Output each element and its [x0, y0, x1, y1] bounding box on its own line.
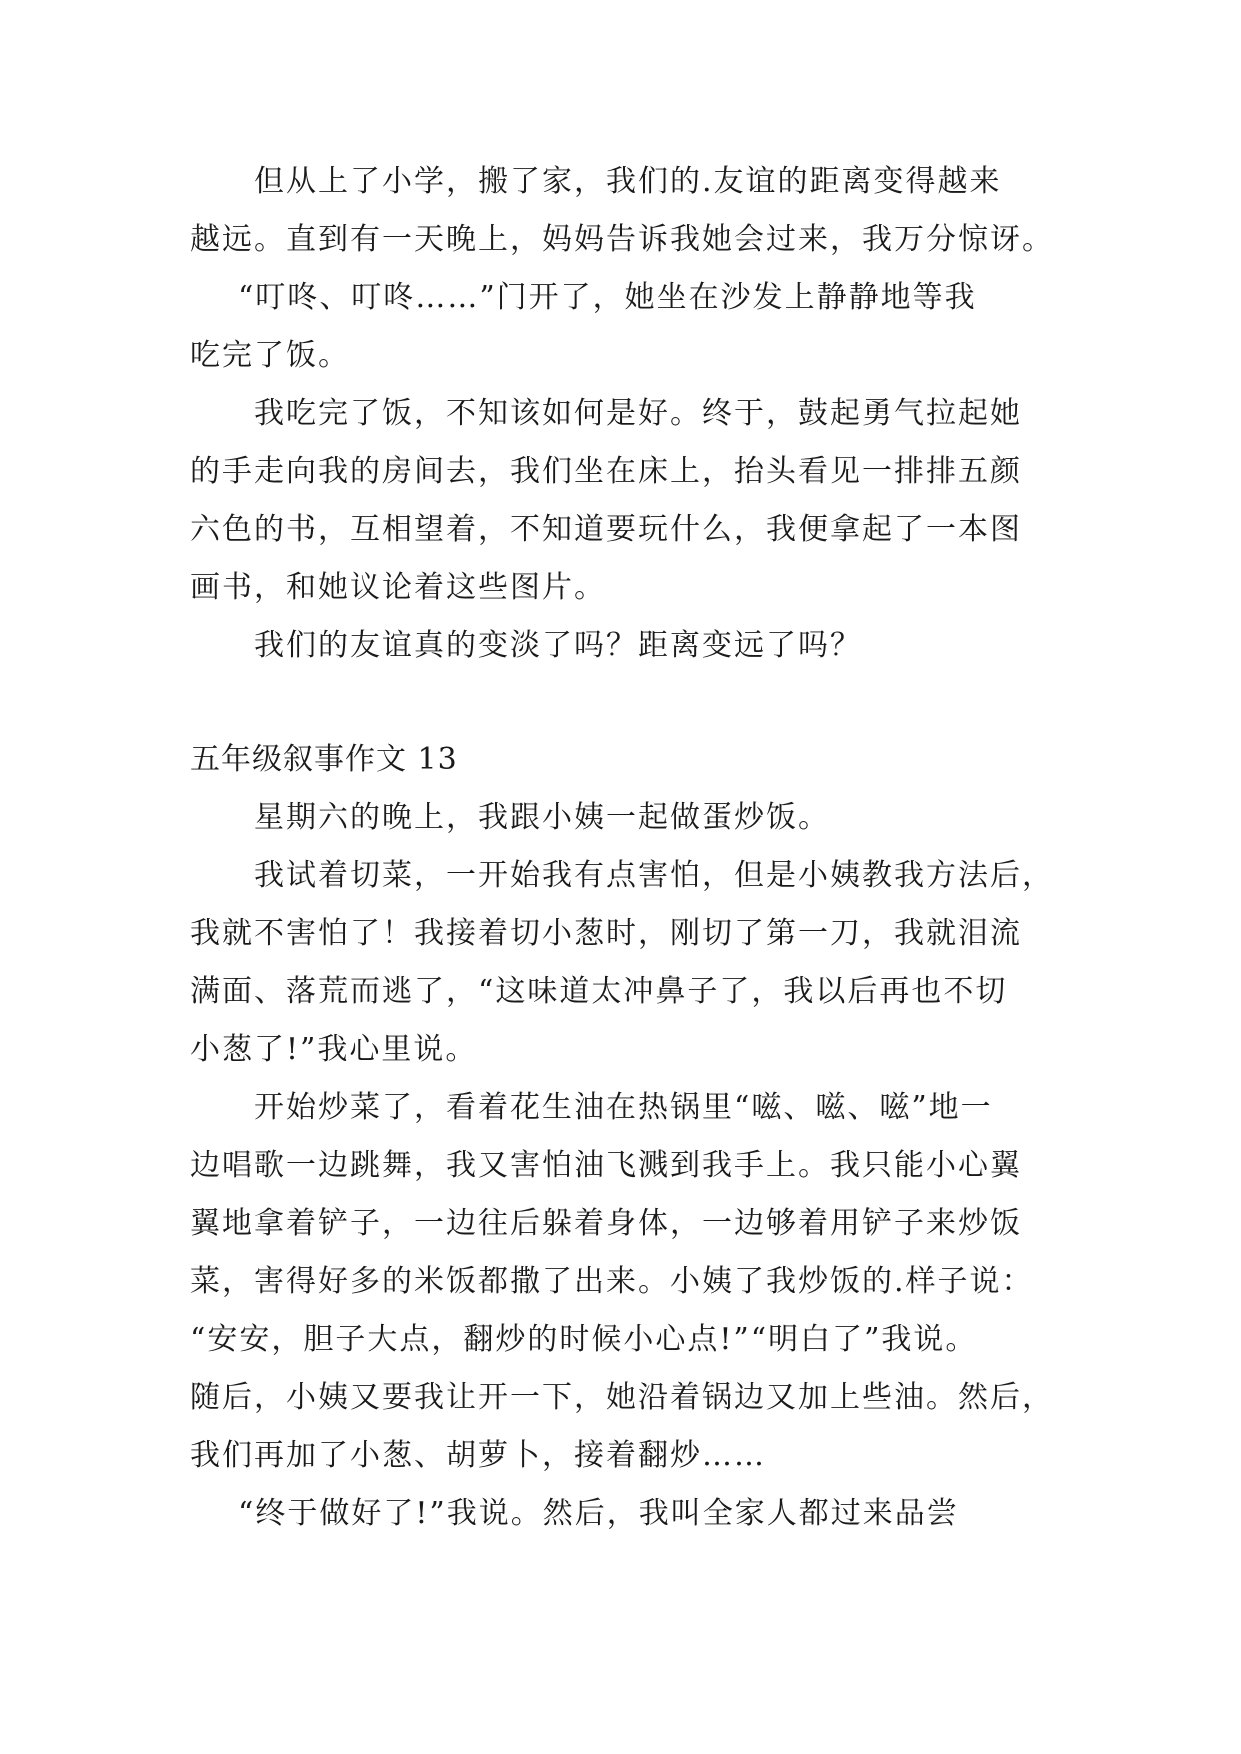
paragraph-line: 开始炒菜了，看着花生油在热锅里“嗞、嗞、嗞”地一	[254, 1090, 993, 1125]
paragraph-line: 翼地拿着铲子，一边往后躲着身体，一边够着用铲子来炒饭	[190, 1206, 1022, 1241]
section-heading: 五年级叙事作文 13	[190, 742, 458, 777]
paragraph-line: 的手走向我的房间去，我们坐在床上，抬头看见一排排五颜	[190, 454, 1022, 489]
paragraph-line: 边唱歌一边跳舞，我又害怕油飞溅到我手上。我只能小心翼	[190, 1148, 1022, 1183]
paragraph-line: 但从上了小学，搬了家，我们的.友谊的距离变得越来	[254, 164, 1002, 199]
paragraph-line: “终于做好了!”我说。然后，我叫全家人都过来品尝	[238, 1496, 959, 1531]
paragraph-line: 菜，害得好多的米饭都撒了出来。小姨了我炒饭的.样子说：	[190, 1264, 1034, 1299]
paragraph-line: 满面、落荒而逃了，“这味道太冲鼻子了，我以后再也不切	[190, 974, 1008, 1009]
paragraph-line: 我们的友谊真的变淡了吗？距离变远了吗？	[254, 628, 862, 663]
paragraph-line: 我试着切菜，一开始我有点害怕，但是小姨教我方法后，	[254, 858, 1054, 893]
paragraph-line: 吃完了饭。	[190, 338, 350, 373]
paragraph-line: 画书，和她议论着这些图片。	[190, 570, 606, 605]
paragraph-line: 我们再加了小葱、胡萝卜，接着翻炒……	[190, 1438, 766, 1473]
paragraph-line: 我就不害怕了！我接着切小葱时，刚切了第一刀，我就泪流	[190, 916, 1022, 951]
paragraph-line: “安安，胆子大点，翻炒的时候小心点!”“明白了”我说。	[190, 1322, 978, 1357]
paragraph-line: 随后，小姨又要我让开一下，她沿着锅边又加上些油。然后，	[190, 1380, 1054, 1415]
paragraph-line: 六色的书，互相望着，不知道要玩什么，我便拿起了一本图	[190, 512, 1022, 547]
paragraph-line: “叮咚、叮咚……”门开了，她坐在沙发上静静地等我	[238, 280, 977, 315]
paragraph-line: 我吃完了饭，不知该如何是好。终于，鼓起勇气拉起她	[254, 396, 1022, 431]
paragraph-line: 小葱了!”我心里说。	[190, 1032, 478, 1067]
paragraph-line: 星期六的晚上，我跟小姨一起做蛋炒饭。	[254, 800, 830, 835]
paragraph-line: 越远。直到有一天晚上，妈妈告诉我她会过来，我万分惊讶。	[190, 222, 1054, 257]
